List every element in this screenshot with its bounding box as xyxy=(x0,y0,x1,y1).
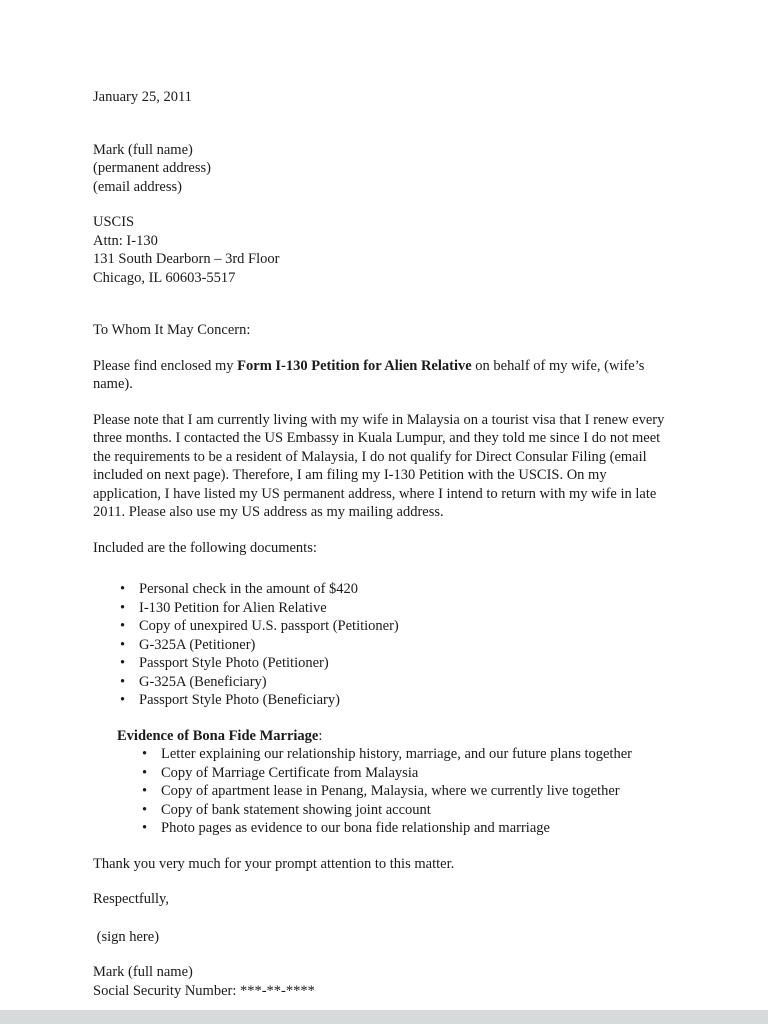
evidence-item: • Copy of bank statement showing joint account xyxy=(142,801,678,820)
evidence-item: • Copy of Marriage Certificate from Malaysia xyxy=(142,764,678,783)
document-item: • Passport Style Photo (Beneficiary) xyxy=(120,691,678,710)
sender-name: Mark (full name) xyxy=(93,141,193,158)
recipient-street: 131 South Dearborn – 3rd Floor xyxy=(93,251,280,267)
paragraph-enclosure xyxy=(93,357,678,394)
signature-placeholder-text: (sign here) xyxy=(96,928,160,945)
recipient-org: USCIS xyxy=(93,214,135,230)
evidence-heading xyxy=(117,727,678,746)
evidence-item: • Photo pages as evidence to our bona fide relationship and marriage xyxy=(142,819,678,838)
date-line: January 25, 2011 xyxy=(93,89,192,105)
closing-line: Respectfully, xyxy=(93,891,169,907)
document-item: • Copy of unexpired U.S. passport (Petitioner) xyxy=(120,617,678,636)
form-name-bold: Form I-130 Petition for Alien Relative xyxy=(237,357,472,374)
evidence-item: • Letter explaining our relationship history, marriage, and our future plans together xyxy=(142,745,678,764)
signer-name: Mark (full name) xyxy=(93,964,193,980)
sender-email: (email address) xyxy=(93,178,182,195)
document-item: • Personal check in the amount of $420 xyxy=(120,580,678,599)
thanks-line: Thank you very much for your prompt attention to this matter. xyxy=(93,855,455,872)
document-item: • I-130 Petition for Alien Relative xyxy=(120,599,678,618)
evidence-heading-colon: : xyxy=(318,727,323,744)
document-item: • G-325A (Petitioner) xyxy=(120,636,678,655)
document-item: • G-325A (Beneficiary) xyxy=(120,673,678,692)
recipient-address-block xyxy=(93,213,678,287)
page-bottom-strip xyxy=(0,1010,768,1024)
ssn-line: Social Security Number: ***-**-**** xyxy=(93,982,315,999)
documents-intro: Included are the following documents: xyxy=(93,539,317,556)
signature-placeholder xyxy=(93,928,678,947)
paragraph-enclosure-pre: Please find enclosed my xyxy=(93,357,238,374)
salutation: To Whom It May Concern: xyxy=(93,322,251,338)
sender-address: (permanent address) xyxy=(93,160,211,176)
paragraph-enclosure-post: on behalf of my wife, (wife’s name). xyxy=(93,357,645,392)
recipient-attn: Attn: I-130 xyxy=(93,232,158,249)
sender-address-block xyxy=(93,141,678,197)
evidence-list xyxy=(117,745,678,838)
document-item: • Passport Style Photo (Petitioner) xyxy=(120,654,678,673)
evidence-item: • Copy of apartment lease in Penang, Malaysia, where we currently live together xyxy=(142,782,678,801)
recipient-city: Chicago, IL 60603-5517 xyxy=(93,269,236,286)
paragraph-explanation: Please note that I am currently living with my wife in Malaysia on a tourist visa that I renew every three months. I contacted the US Embassy in Kuala Lumpur, and they told me since I do not meet the requirements to be a resident of Malaysia, I do not qualify for Direct Consular Filing (email included on next page). Therefore, I am filing my I-130 Petition with the USCIS. On my application, I have listed my US permanent address, where I intend to return with my wife in late 2011. Please also use my US address as my mailing address. xyxy=(93,411,665,520)
documents-list xyxy=(93,580,678,710)
evidence-heading-bold: Evidence of Bona Fide Marriage xyxy=(117,727,319,744)
evidence-section xyxy=(117,727,678,838)
